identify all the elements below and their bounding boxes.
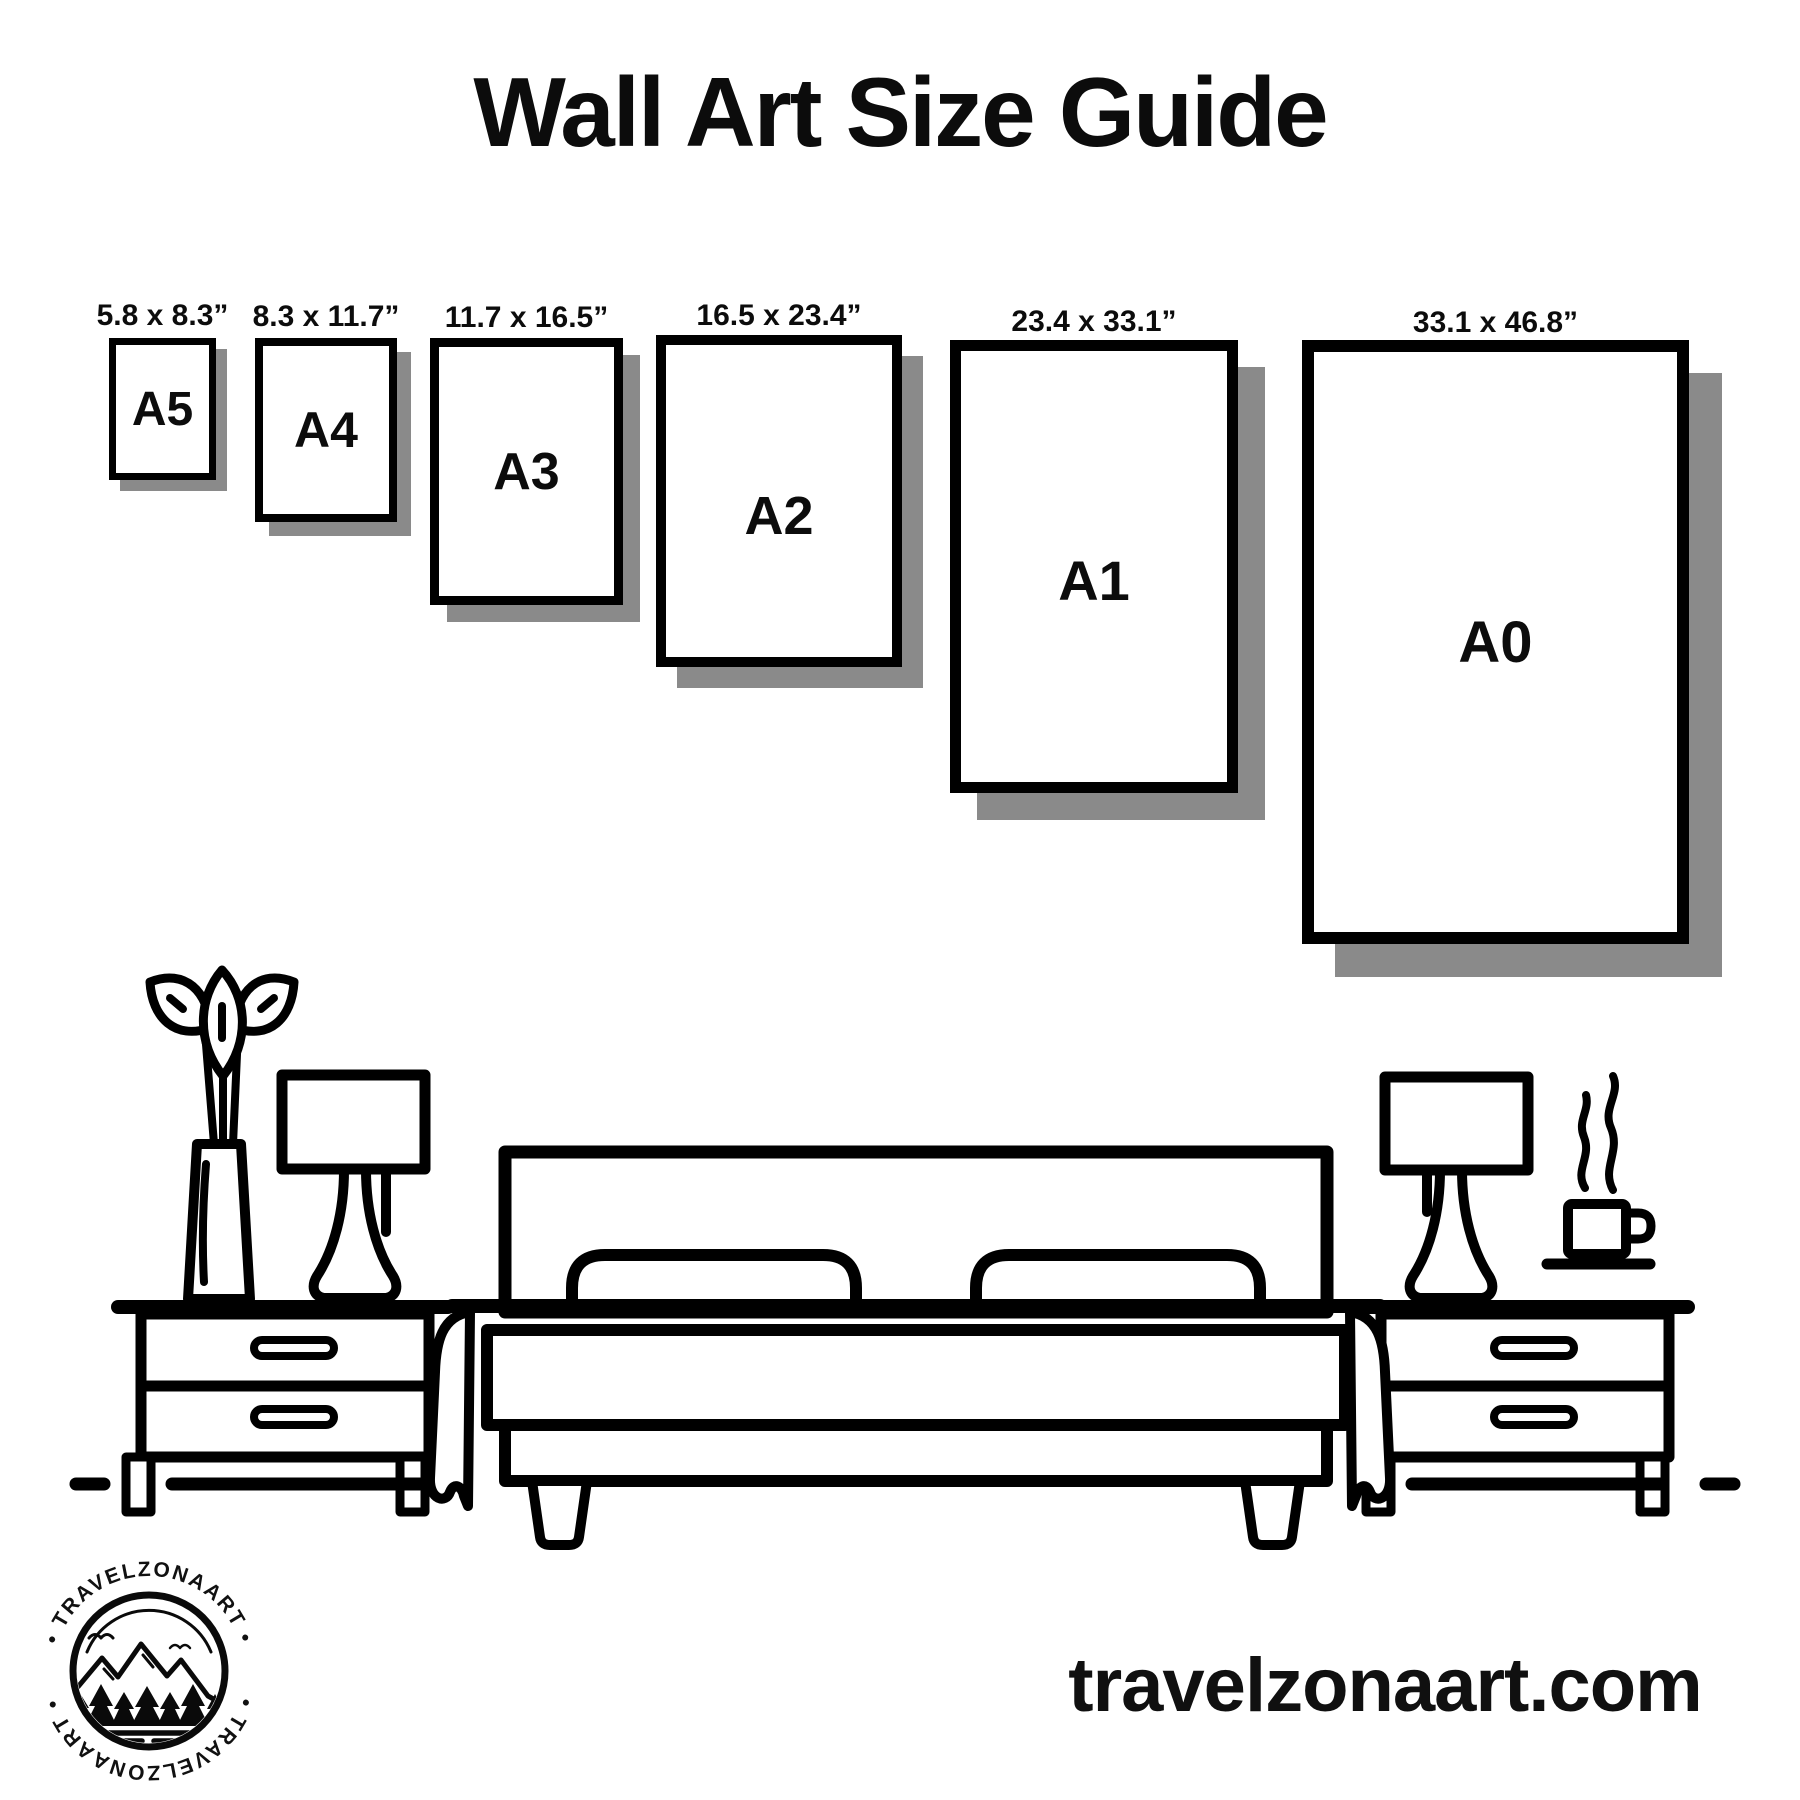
size-frame-a5 [96, 299, 229, 480]
size-dims-a5: 5.8 x 8.3” [96, 299, 229, 332]
size-dims-a2: 16.5 x 23.4” [696, 299, 862, 332]
size-frame-a4 [252, 300, 400, 522]
size-dims-a0: 33.1 x 46.8” [1412, 306, 1579, 339]
size-dims-a4: 8.3 x 11.7” [252, 300, 400, 333]
size-letter-a1: A1 [1058, 549, 1130, 612]
brand-arc-bottom-text: • TRAVELZONAART • [40, 1695, 258, 1785]
size-letter-a3: A3 [493, 442, 560, 501]
size-frame-a1 [950, 305, 1238, 793]
size-letter-a0: A0 [1458, 609, 1533, 675]
size-frame-a3 [430, 301, 623, 605]
size-dims-a3: 11.7 x 16.5” [444, 301, 609, 334]
page-title: Wall Art Size Guide [473, 57, 1327, 167]
plant-icon [150, 970, 294, 1299]
brand-logo [34, 1556, 264, 1786]
coffee-cup-icon [1547, 1076, 1651, 1264]
lamp-right-icon [1385, 1077, 1528, 1298]
size-dims-a1: 23.4 x 33.1” [1011, 305, 1177, 338]
bed-icon [430, 1152, 1390, 1545]
size-frame-a0 [1302, 306, 1689, 944]
size-letter-a2: A2 [744, 486, 814, 546]
size-frame-a2 [656, 299, 902, 667]
nightstand-right-icon [1358, 1307, 1688, 1512]
nightstand-left-icon [118, 1307, 448, 1512]
size-letter-a5: A5 [131, 382, 194, 436]
website-url: travelzonaart.com [1068, 1643, 1702, 1728]
lamp-left-icon [282, 1075, 425, 1298]
size-letter-a4: A4 [294, 402, 358, 458]
brand-arc-top-text: • TRAVELZONAART • [40, 1557, 258, 1647]
